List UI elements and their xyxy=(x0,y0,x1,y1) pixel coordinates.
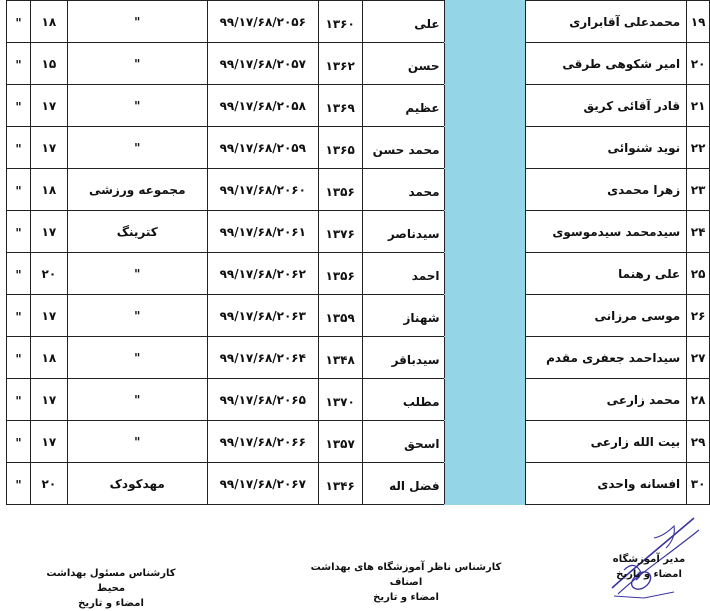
note-cell: " xyxy=(7,127,31,169)
father-name-cell: محمد حسن xyxy=(362,127,444,169)
father-name-cell: حسن xyxy=(362,43,444,85)
row-number-cell: ۲۶ xyxy=(687,295,710,337)
table-row xyxy=(7,337,710,379)
highlight-cell-cell xyxy=(444,421,526,463)
workplace-cell: " xyxy=(67,127,207,169)
table-row xyxy=(7,127,710,169)
full-name-cell: افسانه واحدی xyxy=(526,463,687,505)
row-number-cell: ۲۹ xyxy=(687,421,710,463)
registry-table xyxy=(6,0,710,505)
school-manager-signature-block xyxy=(594,552,704,582)
birth-year-cell: ۱۳۵۶ xyxy=(318,253,362,295)
table-row xyxy=(7,295,710,337)
workplace-cell: کترینگ xyxy=(67,211,207,253)
note-cell: " xyxy=(7,1,31,43)
table-row xyxy=(7,43,710,85)
school-manager-title: مدیر آموزشگاه xyxy=(612,554,686,565)
registration-number-cell: ۹۹/۱۷/۶۸/۲۰۵۶ xyxy=(207,1,318,43)
father-name-cell: محمد xyxy=(362,169,444,211)
birth-year-cell: ۱۳۵۷ xyxy=(318,421,362,463)
father-name-cell: سیدناصر xyxy=(362,211,444,253)
table-row xyxy=(7,1,710,43)
school-manager-sign-label: امضاء و تاریخ xyxy=(616,569,682,580)
row-number-cell: ۲۸ xyxy=(687,379,710,421)
row-number-cell: ۲۷ xyxy=(687,337,710,379)
registry-table-body xyxy=(7,1,710,505)
workplace-cell: " xyxy=(67,295,207,337)
registration-number-cell: ۹۹/۱۷/۶۸/۲۰۵۹ xyxy=(207,127,318,169)
registration-number-cell: ۹۹/۱۷/۶۸/۲۰۶۱ xyxy=(207,211,318,253)
highlight-cell-cell xyxy=(444,253,526,295)
table-row xyxy=(7,211,710,253)
workplace-cell: " xyxy=(67,85,207,127)
table-row xyxy=(7,463,710,505)
row-number-cell: ۱۹ xyxy=(687,1,710,43)
workplace-cell: مجموعه ورزشی xyxy=(67,169,207,211)
registration-number-cell: ۹۹/۱۷/۶۸/۲۰۶۴ xyxy=(207,337,318,379)
registration-number-cell: ۹۹/۱۷/۶۸/۲۰۶۶ xyxy=(207,421,318,463)
score-cell: ۲۰ xyxy=(31,253,68,295)
highlight-cell-cell xyxy=(444,43,526,85)
father-name-cell: عظیم xyxy=(362,85,444,127)
note-cell: " xyxy=(7,43,31,85)
row-number-cell: ۲۳ xyxy=(687,169,710,211)
full-name-cell: سیداحمد جعفری مقدم xyxy=(526,337,687,379)
note-cell: " xyxy=(7,85,31,127)
score-cell: ۱۷ xyxy=(31,421,68,463)
score-cell: ۱۷ xyxy=(31,295,68,337)
score-cell: ۱۵ xyxy=(31,43,68,85)
registration-number-cell: ۹۹/۱۷/۶۸/۲۰۶۳ xyxy=(207,295,318,337)
father-name-cell: سیدباقر xyxy=(362,337,444,379)
father-name-cell: فضل اله xyxy=(362,463,444,505)
full-name-cell: قادر آقائی کریق xyxy=(526,85,687,127)
registration-number-cell: ۹۹/۱۷/۶۸/۲۰۶۷ xyxy=(207,463,318,505)
note-cell: " xyxy=(7,253,31,295)
full-name-cell: نوید شنوائی xyxy=(526,127,687,169)
note-cell: " xyxy=(7,421,31,463)
highlight-cell-cell xyxy=(444,337,526,379)
birth-year-cell: ۱۳۷۶ xyxy=(318,211,362,253)
workplace-cell: " xyxy=(67,421,207,463)
table-row xyxy=(7,85,710,127)
score-cell: ۱۸ xyxy=(31,337,68,379)
row-number-cell: ۳۰ xyxy=(687,463,710,505)
table-row xyxy=(7,169,710,211)
highlight-cell-cell xyxy=(444,211,526,253)
father-name-cell: احمد xyxy=(362,253,444,295)
workplace-cell: " xyxy=(67,379,207,421)
environmental-health-title: کارشناس مسئول بهداشت محیط xyxy=(46,568,176,594)
father-name-cell: شهناز xyxy=(362,295,444,337)
highlight-cell-cell xyxy=(444,127,526,169)
birth-year-cell: ۱۳۵۶ xyxy=(318,169,362,211)
father-name-cell: اسحق xyxy=(362,421,444,463)
note-cell: " xyxy=(7,379,31,421)
full-name-cell: موسی مرزانی xyxy=(526,295,687,337)
environmental-health-signature-block xyxy=(36,566,186,611)
registration-number-cell: ۹۹/۱۷/۶۸/۲۰۶۰ xyxy=(207,169,318,211)
full-name-cell: زهرا محمدی xyxy=(526,169,687,211)
highlight-cell-cell xyxy=(444,463,526,505)
birth-year-cell: ۱۳۴۸ xyxy=(318,337,362,379)
full-name-cell: سیدمحمد سیدموسوی xyxy=(526,211,687,253)
highlight-cell-cell xyxy=(444,295,526,337)
highlight-cell-cell xyxy=(444,379,526,421)
table-row xyxy=(7,421,710,463)
birth-year-cell: ۱۳۶۹ xyxy=(318,85,362,127)
workplace-cell: " xyxy=(67,43,207,85)
row-number-cell: ۲۰ xyxy=(687,43,710,85)
note-cell: " xyxy=(7,169,31,211)
full-name-cell: بیت الله زارعی xyxy=(526,421,687,463)
score-cell: ۱۸ xyxy=(31,1,68,43)
birth-year-cell: ۱۳۴۶ xyxy=(318,463,362,505)
workplace-cell: " xyxy=(67,1,207,43)
row-number-cell: ۲۴ xyxy=(687,211,710,253)
birth-year-cell: ۱۳۵۹ xyxy=(318,295,362,337)
registration-number-cell: ۹۹/۱۷/۶۸/۲۰۵۸ xyxy=(207,85,318,127)
full-name-cell: علی رهنما xyxy=(526,253,687,295)
score-cell: ۱۸ xyxy=(31,169,68,211)
full-name-cell: محمد زارعی xyxy=(526,379,687,421)
score-cell: ۱۷ xyxy=(31,379,68,421)
trades-school-supervisor-title: کارشناس ناظر آموزشگاه های بهداشت اصناف xyxy=(310,562,502,588)
registration-number-cell: ۹۹/۱۷/۶۸/۲۰۵۷ xyxy=(207,43,318,85)
score-cell: ۱۷ xyxy=(31,211,68,253)
score-cell: ۱۷ xyxy=(31,127,68,169)
score-cell: ۲۰ xyxy=(31,463,68,505)
score-cell: ۱۷ xyxy=(31,85,68,127)
father-name-cell: علی xyxy=(362,1,444,43)
registration-number-cell: ۹۹/۱۷/۶۸/۲۰۶۲ xyxy=(207,253,318,295)
highlight-cell-cell xyxy=(444,85,526,127)
note-cell: " xyxy=(7,211,31,253)
workplace-cell: " xyxy=(67,253,207,295)
registration-number-cell: ۹۹/۱۷/۶۸/۲۰۶۵ xyxy=(207,379,318,421)
trades-school-supervisor-sign-label: امضاء و تاریخ xyxy=(373,592,439,603)
birth-year-cell: ۱۳۶۲ xyxy=(318,43,362,85)
full-name-cell: امیر شکوهی طرقی xyxy=(526,43,687,85)
row-number-cell: ۲۵ xyxy=(687,253,710,295)
table-row xyxy=(7,253,710,295)
birth-year-cell: ۱۳۷۰ xyxy=(318,379,362,421)
birth-year-cell: ۱۳۶۰ xyxy=(318,1,362,43)
table-row xyxy=(7,379,710,421)
highlight-cell-cell xyxy=(444,1,526,43)
environmental-health-sign-label: امضاء و تاریخ xyxy=(78,598,144,609)
birth-year-cell: ۱۳۶۵ xyxy=(318,127,362,169)
father-name-cell: مطلب xyxy=(362,379,444,421)
row-number-cell: ۲۲ xyxy=(687,127,710,169)
row-number-cell: ۲۱ xyxy=(687,85,710,127)
note-cell: " xyxy=(7,337,31,379)
trades-school-supervisor-signature-block xyxy=(296,560,516,605)
full-name-cell: محمدعلی آقابراری xyxy=(526,1,687,43)
workplace-cell: " xyxy=(67,337,207,379)
note-cell: " xyxy=(7,295,31,337)
note-cell: " xyxy=(7,463,31,505)
workplace-cell: مهدکودک xyxy=(67,463,207,505)
highlight-cell-cell xyxy=(444,169,526,211)
